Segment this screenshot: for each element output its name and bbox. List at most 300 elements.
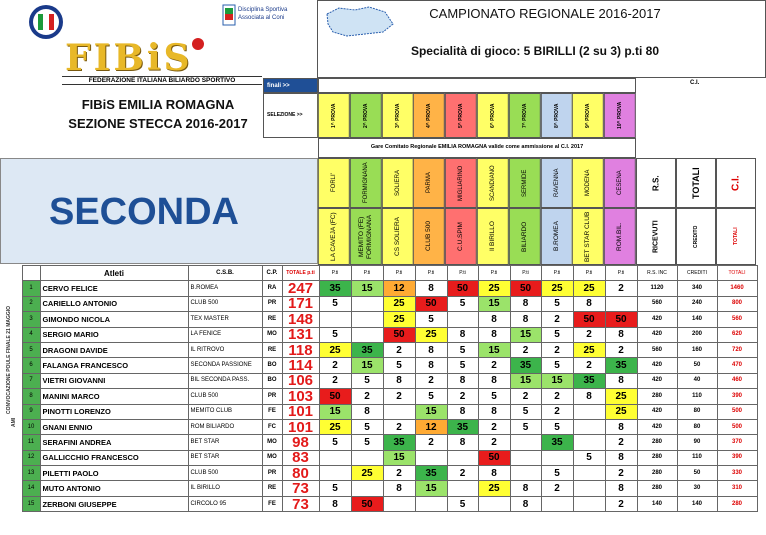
club-cell: BIL SECONDA PASS. xyxy=(188,373,262,388)
row-margin xyxy=(0,296,22,311)
round-score: 15 xyxy=(351,358,383,373)
round-score: 15 xyxy=(383,450,415,465)
rank-cell: 14 xyxy=(22,481,40,496)
round-score: 5 xyxy=(510,419,541,434)
credit-value: 90 xyxy=(677,435,717,450)
total-value: 280 xyxy=(717,496,757,511)
club-label: MEMITO (FE) FORMIGNANA xyxy=(350,208,382,265)
round-score xyxy=(573,404,605,419)
prova-label: 8^ PROVA xyxy=(541,93,573,138)
round-score: 5 xyxy=(319,327,351,342)
round-score: 5 xyxy=(351,419,383,434)
club-label: LA CAVEJA (FC) xyxy=(318,208,350,265)
row-margin xyxy=(0,466,22,481)
round-score: 2 xyxy=(510,389,541,404)
round-score: 35 xyxy=(541,435,573,450)
province-cell: PR xyxy=(262,389,282,404)
province-cell: FE xyxy=(262,404,282,419)
round-score: 50 xyxy=(510,281,541,296)
prova-label: 7^ PROVA xyxy=(509,93,541,138)
round-score xyxy=(605,296,637,311)
round-score: 2 xyxy=(541,312,573,327)
round-score: 5 xyxy=(447,358,478,373)
club-cell: BET STAR xyxy=(188,450,262,465)
credit-value: 80 xyxy=(677,419,717,434)
total-points: 101 xyxy=(282,404,319,419)
total-value: 460 xyxy=(717,373,757,388)
round-score: 2 xyxy=(573,327,605,342)
credito-header: CREDITO xyxy=(676,208,716,265)
round-score: 5 xyxy=(351,373,383,388)
athlete-name: MUTO ANTONIO xyxy=(40,481,188,496)
total-value: 390 xyxy=(717,450,757,465)
header-pti: P.ti xyxy=(319,266,351,281)
round-score: 8 xyxy=(573,296,605,311)
credit-value: 40 xyxy=(677,373,717,388)
round-score: 2 xyxy=(478,358,510,373)
category-title: SECONDA xyxy=(0,158,318,264)
city-label: CESENA xyxy=(604,158,636,208)
rank-cell: 13 xyxy=(22,466,40,481)
prova-label: 2^ PROVA xyxy=(350,93,382,138)
round-score xyxy=(541,450,573,465)
row-margin xyxy=(0,435,22,450)
rank-cell: 8 xyxy=(22,389,40,404)
round-score: 35 xyxy=(447,419,478,434)
total-points: 73 xyxy=(282,481,319,496)
round-score xyxy=(383,404,415,419)
table-row xyxy=(0,496,757,511)
header-pti: P.ti xyxy=(351,266,383,281)
header-totale: TOTALE p.ti xyxy=(282,266,319,281)
round-score: 8 xyxy=(447,327,478,342)
round-score xyxy=(447,481,478,496)
round-score: 8 xyxy=(605,419,637,434)
club-cell: IL BIRILLO xyxy=(188,481,262,496)
total-value: 800 xyxy=(717,296,757,311)
round-score xyxy=(383,496,415,511)
round-score: 8 xyxy=(447,435,478,450)
club-label: CS SOLIERA xyxy=(382,208,414,265)
round-score: 15 xyxy=(415,481,447,496)
rank-cell: 2 xyxy=(22,296,40,311)
round-score: 15 xyxy=(510,373,541,388)
round-score: 25 xyxy=(478,281,510,296)
rs-value: 280 xyxy=(637,481,677,496)
prova-label: 4^ PROVA xyxy=(413,93,445,138)
table-row xyxy=(0,281,757,296)
round-score: 8 xyxy=(478,404,510,419)
round-score: 35 xyxy=(351,342,383,357)
round-score xyxy=(351,327,383,342)
ranking-table xyxy=(0,265,758,512)
credit-value: 140 xyxy=(677,312,717,327)
round-score: 8 xyxy=(415,281,447,296)
rank-cell: 10 xyxy=(22,419,40,434)
round-score: 8 xyxy=(319,496,351,511)
city-label: RAVENNA xyxy=(541,158,573,208)
round-score: 8 xyxy=(605,373,637,388)
round-score xyxy=(415,496,447,511)
header-atleti: Atleti xyxy=(40,266,188,281)
province-cell: FC xyxy=(262,419,282,434)
total-points: 247 xyxy=(282,281,319,296)
round-score xyxy=(319,466,351,481)
header-pti: P.ti xyxy=(541,266,573,281)
round-score: 50 xyxy=(478,450,510,465)
total-value: 470 xyxy=(717,358,757,373)
round-score: 8 xyxy=(383,481,415,496)
prova-label: 5^ PROVA xyxy=(445,93,477,138)
round-score: 35 xyxy=(573,373,605,388)
total-points: 118 xyxy=(282,342,319,357)
athlete-name: CERVO FELICE xyxy=(40,281,188,296)
round-score: 2 xyxy=(383,466,415,481)
table-row xyxy=(0,466,757,481)
city-label: MODENA xyxy=(572,158,604,208)
club-label: C.U.SPIM xyxy=(445,208,477,265)
province-cell: PR xyxy=(262,466,282,481)
credit-value: 140 xyxy=(677,496,717,511)
round-score: 5 xyxy=(478,389,510,404)
club-cell: CLUB 500 xyxy=(188,389,262,404)
round-score: 2 xyxy=(319,373,351,388)
header-pti: P.ti xyxy=(605,266,637,281)
club-label: BILIARDO xyxy=(509,208,541,265)
round-score: 2 xyxy=(605,496,637,511)
round-score: 8 xyxy=(351,404,383,419)
round-score xyxy=(510,466,541,481)
round-score: 15 xyxy=(478,296,510,311)
round-score xyxy=(351,481,383,496)
rank-cell: 7 xyxy=(22,373,40,388)
club-cell: CIRCOLO 95 xyxy=(188,496,262,511)
total-value: 560 xyxy=(717,312,757,327)
round-score: 2 xyxy=(605,435,637,450)
athlete-name: GALLICCHIO FRANCESCO xyxy=(40,450,188,465)
ricevuti-header: RICEVUTI xyxy=(636,208,676,265)
round-score: 2 xyxy=(415,435,447,450)
row-margin xyxy=(0,419,22,434)
total-points: 73 xyxy=(282,496,319,511)
round-score: 25 xyxy=(415,327,447,342)
total-value: 390 xyxy=(717,389,757,404)
province-cell: MO xyxy=(262,450,282,465)
round-score: 5 xyxy=(319,296,351,311)
round-score xyxy=(351,450,383,465)
round-score: 8 xyxy=(447,373,478,388)
sheet-header xyxy=(0,0,766,265)
round-score: 2 xyxy=(415,373,447,388)
round-score xyxy=(573,419,605,434)
prova-label: 6^ PROVA xyxy=(477,93,509,138)
round-score: 25 xyxy=(573,281,605,296)
round-score: 5 xyxy=(541,358,573,373)
speciality-text: Specialità di gioco: 5 BIRILLI (2 su 3) p.ti 80 xyxy=(410,44,660,58)
athlete-name: SERGIO MARIO xyxy=(40,327,188,342)
round-score: 15 xyxy=(415,404,447,419)
round-score xyxy=(319,450,351,465)
athlete-name: CARIELLO ANTONIO xyxy=(40,296,188,311)
header-rs-inc: R.S. INC xyxy=(637,266,677,281)
club-label: BET STAR CLUB xyxy=(572,208,604,265)
city-label: MIGLIARINO xyxy=(445,158,477,208)
round-score: 50 xyxy=(605,312,637,327)
federation-name: FEDERAZIONE ITALIANA BILIARDO SPORTIVO xyxy=(62,76,262,85)
round-score xyxy=(351,312,383,327)
club-cell: ROM BILIARDO xyxy=(188,419,262,434)
round-score: 8 xyxy=(447,404,478,419)
total-points: 80 xyxy=(282,466,319,481)
club-cell: TEX MASTER xyxy=(188,312,262,327)
round-score: 25 xyxy=(573,342,605,357)
round-score xyxy=(573,435,605,450)
club-label: B.ROMEA xyxy=(541,208,573,265)
rank-cell: 9 xyxy=(22,404,40,419)
round-score: 50 xyxy=(415,296,447,311)
athlete-name: PILETTI PAOLO xyxy=(40,466,188,481)
round-score: 50 xyxy=(319,389,351,404)
table-row xyxy=(0,358,757,373)
round-score: 50 xyxy=(447,281,478,296)
table-row xyxy=(0,342,757,357)
round-score: 8 xyxy=(605,450,637,465)
athlete-name: SERAFINI ANDREA xyxy=(40,435,188,450)
round-score: 8 xyxy=(478,373,510,388)
round-score: 5 xyxy=(319,435,351,450)
round-score: 2 xyxy=(351,389,383,404)
totali-small-header: TOTALI xyxy=(716,208,756,265)
row-margin xyxy=(0,342,22,357)
header-pti: P.ti xyxy=(447,266,478,281)
club-label: CLUB 500 xyxy=(413,208,445,265)
round-score: 2 xyxy=(319,358,351,373)
coni-logo-icon xyxy=(222,4,236,28)
rank-cell: 12 xyxy=(22,450,40,465)
header-pti: P.ti xyxy=(573,266,605,281)
round-score: 25 xyxy=(478,481,510,496)
rs-value: 280 xyxy=(637,389,677,404)
rs-value: 140 xyxy=(637,496,677,511)
round-score xyxy=(415,450,447,465)
rank-cell: 11 xyxy=(22,435,40,450)
round-score: 2 xyxy=(447,466,478,481)
athlete-name: DRAGONI DAVIDE xyxy=(40,342,188,357)
round-score: 5 xyxy=(447,342,478,357)
athlete-name: VIETRI GIOVANNI xyxy=(40,373,188,388)
round-score: 8 xyxy=(573,389,605,404)
rs-value: 280 xyxy=(637,466,677,481)
total-points: 148 xyxy=(282,312,319,327)
row-margin xyxy=(0,358,22,373)
athlete-name: GNANI ENNIO xyxy=(40,419,188,434)
round-score: 2 xyxy=(510,342,541,357)
total-value: 620 xyxy=(717,327,757,342)
round-score: 8 xyxy=(605,327,637,342)
round-score: 5 xyxy=(319,481,351,496)
prova-label: 9^ PROVA xyxy=(572,93,604,138)
total-points: 101 xyxy=(282,419,319,434)
round-score: 15 xyxy=(478,342,510,357)
finals-label: finali >> xyxy=(263,78,318,93)
row-margin xyxy=(0,327,22,342)
header-crediti: CREDITI xyxy=(677,266,717,281)
round-score: 5 xyxy=(447,296,478,311)
club-cell: B.ROMEA xyxy=(188,281,262,296)
round-score: 5 xyxy=(573,450,605,465)
round-score: 35 xyxy=(383,435,415,450)
round-score xyxy=(573,496,605,511)
province-cell: BO xyxy=(262,373,282,388)
round-score: 5 xyxy=(351,435,383,450)
rank-cell: 15 xyxy=(22,496,40,511)
club-cell: BET STAR xyxy=(188,435,262,450)
rs-value: 420 xyxy=(637,419,677,434)
club-cell: CLUB 500 xyxy=(188,466,262,481)
round-score: 35 xyxy=(319,281,351,296)
club-label: ROM.BIL. xyxy=(604,208,636,265)
round-score: 2 xyxy=(478,435,510,450)
total-value: 370 xyxy=(717,435,757,450)
rank-cell: 6 xyxy=(22,358,40,373)
round-score: 8 xyxy=(383,373,415,388)
total-points: 131 xyxy=(282,327,319,342)
round-score xyxy=(447,450,478,465)
table-row xyxy=(0,481,757,496)
credit-value: 110 xyxy=(677,450,717,465)
prova-label: 10^ PROVA xyxy=(604,93,636,138)
round-score: 2 xyxy=(573,358,605,373)
round-score: 35 xyxy=(415,466,447,481)
province-cell: PR xyxy=(262,296,282,311)
rs-value: 420 xyxy=(637,312,677,327)
note-row: Gare Comitato Regionale EMILIA ROMAGNA valide come ammissione al C.I. 2017 xyxy=(318,138,636,158)
rs-value: 280 xyxy=(637,435,677,450)
round-score: 15 xyxy=(541,373,573,388)
round-score: 8 xyxy=(605,481,637,496)
province-cell: BO xyxy=(262,358,282,373)
header-pti: P.ti xyxy=(415,266,447,281)
round-score: 25 xyxy=(541,281,573,296)
round-score: 2 xyxy=(383,419,415,434)
club-cell: MEMITO CLUB xyxy=(188,404,262,419)
round-score: 2 xyxy=(605,466,637,481)
round-score: 5 xyxy=(510,404,541,419)
round-score xyxy=(351,296,383,311)
round-score: 25 xyxy=(319,419,351,434)
province-cell: MO xyxy=(262,327,282,342)
round-score: 8 xyxy=(478,466,510,481)
totali-header: TOTALI xyxy=(676,158,716,208)
round-score xyxy=(573,466,605,481)
row-margin xyxy=(0,312,22,327)
city-label: SCANDIANO xyxy=(477,158,509,208)
round-score: 2 xyxy=(541,404,573,419)
round-score: 25 xyxy=(319,342,351,357)
table-body xyxy=(0,266,757,512)
total-value: 720 xyxy=(717,342,757,357)
row-margin xyxy=(0,404,22,419)
credit-value: 240 xyxy=(677,296,717,311)
selection-label: SELEZIONE >> xyxy=(263,93,318,138)
round-score: 5 xyxy=(541,327,573,342)
credit-value: 50 xyxy=(677,358,717,373)
round-score xyxy=(510,450,541,465)
round-score: 12 xyxy=(415,419,447,434)
header-rank xyxy=(22,266,40,281)
region-title: FIBiS EMILIA ROMAGNA xyxy=(81,97,235,112)
round-score: 8 xyxy=(415,358,447,373)
header-blank xyxy=(0,266,22,281)
credit-value: 110 xyxy=(677,389,717,404)
round-score: 2 xyxy=(383,389,415,404)
table-row xyxy=(0,435,757,450)
rs-value: 420 xyxy=(637,327,677,342)
round-score: 5 xyxy=(541,419,573,434)
round-score: 50 xyxy=(573,312,605,327)
club-cell: LA FENICE xyxy=(188,327,262,342)
total-points: 114 xyxy=(282,358,319,373)
club-label: Il BIRILLO xyxy=(477,208,509,265)
total-points: 103 xyxy=(282,389,319,404)
rs-value: 280 xyxy=(637,450,677,465)
city-label: PARMA xyxy=(413,158,445,208)
rs-value: 420 xyxy=(637,404,677,419)
rs-header: R.S. xyxy=(636,158,676,208)
round-score: 5 xyxy=(383,358,415,373)
club-cell: SECONDA PASSIONE xyxy=(188,358,262,373)
header-cp: C.P. xyxy=(262,266,282,281)
side-label: CONVOCAZIONE POULE FINALE 21 MAGGIO xyxy=(6,305,12,415)
round-score: 2 xyxy=(478,419,510,434)
province-cell: RE xyxy=(262,312,282,327)
coni-text: Disciplina Sportiva Associata al Coni xyxy=(238,7,288,21)
total-value: 310 xyxy=(717,481,757,496)
prova-label: 3^ PROVA xyxy=(382,93,414,138)
round-score xyxy=(478,496,510,511)
round-score: 25 xyxy=(351,466,383,481)
table-row xyxy=(0,327,757,342)
round-score: 5 xyxy=(415,312,447,327)
rs-value: 560 xyxy=(637,342,677,357)
province-cell: FE xyxy=(262,496,282,511)
round-score: 2 xyxy=(541,389,573,404)
round-score: 8 xyxy=(510,296,541,311)
header-pti: P.ti xyxy=(383,266,415,281)
province-cell: RA xyxy=(262,281,282,296)
row-margin xyxy=(0,389,22,404)
round-score: 12 xyxy=(383,281,415,296)
total-value: 500 xyxy=(717,404,757,419)
round-score: 2 xyxy=(383,342,415,357)
credit-value: 50 xyxy=(677,466,717,481)
club-cell: CLUB 500 xyxy=(188,296,262,311)
athlete-name: ZERBONI GIUSEPPE xyxy=(40,496,188,511)
round-score xyxy=(447,312,478,327)
round-score: 8 xyxy=(510,481,541,496)
credit-value: 30 xyxy=(677,481,717,496)
round-score xyxy=(573,481,605,496)
prova-label: 1^ PROVA xyxy=(318,93,350,138)
rank-cell: 5 xyxy=(22,342,40,357)
total-points: 98 xyxy=(282,435,319,450)
rank-cell: 3 xyxy=(22,312,40,327)
rank-cell: 4 xyxy=(22,327,40,342)
round-score: 2 xyxy=(605,342,637,357)
rs-value: 420 xyxy=(637,373,677,388)
total-points: 83 xyxy=(282,450,319,465)
table-row xyxy=(0,296,757,311)
